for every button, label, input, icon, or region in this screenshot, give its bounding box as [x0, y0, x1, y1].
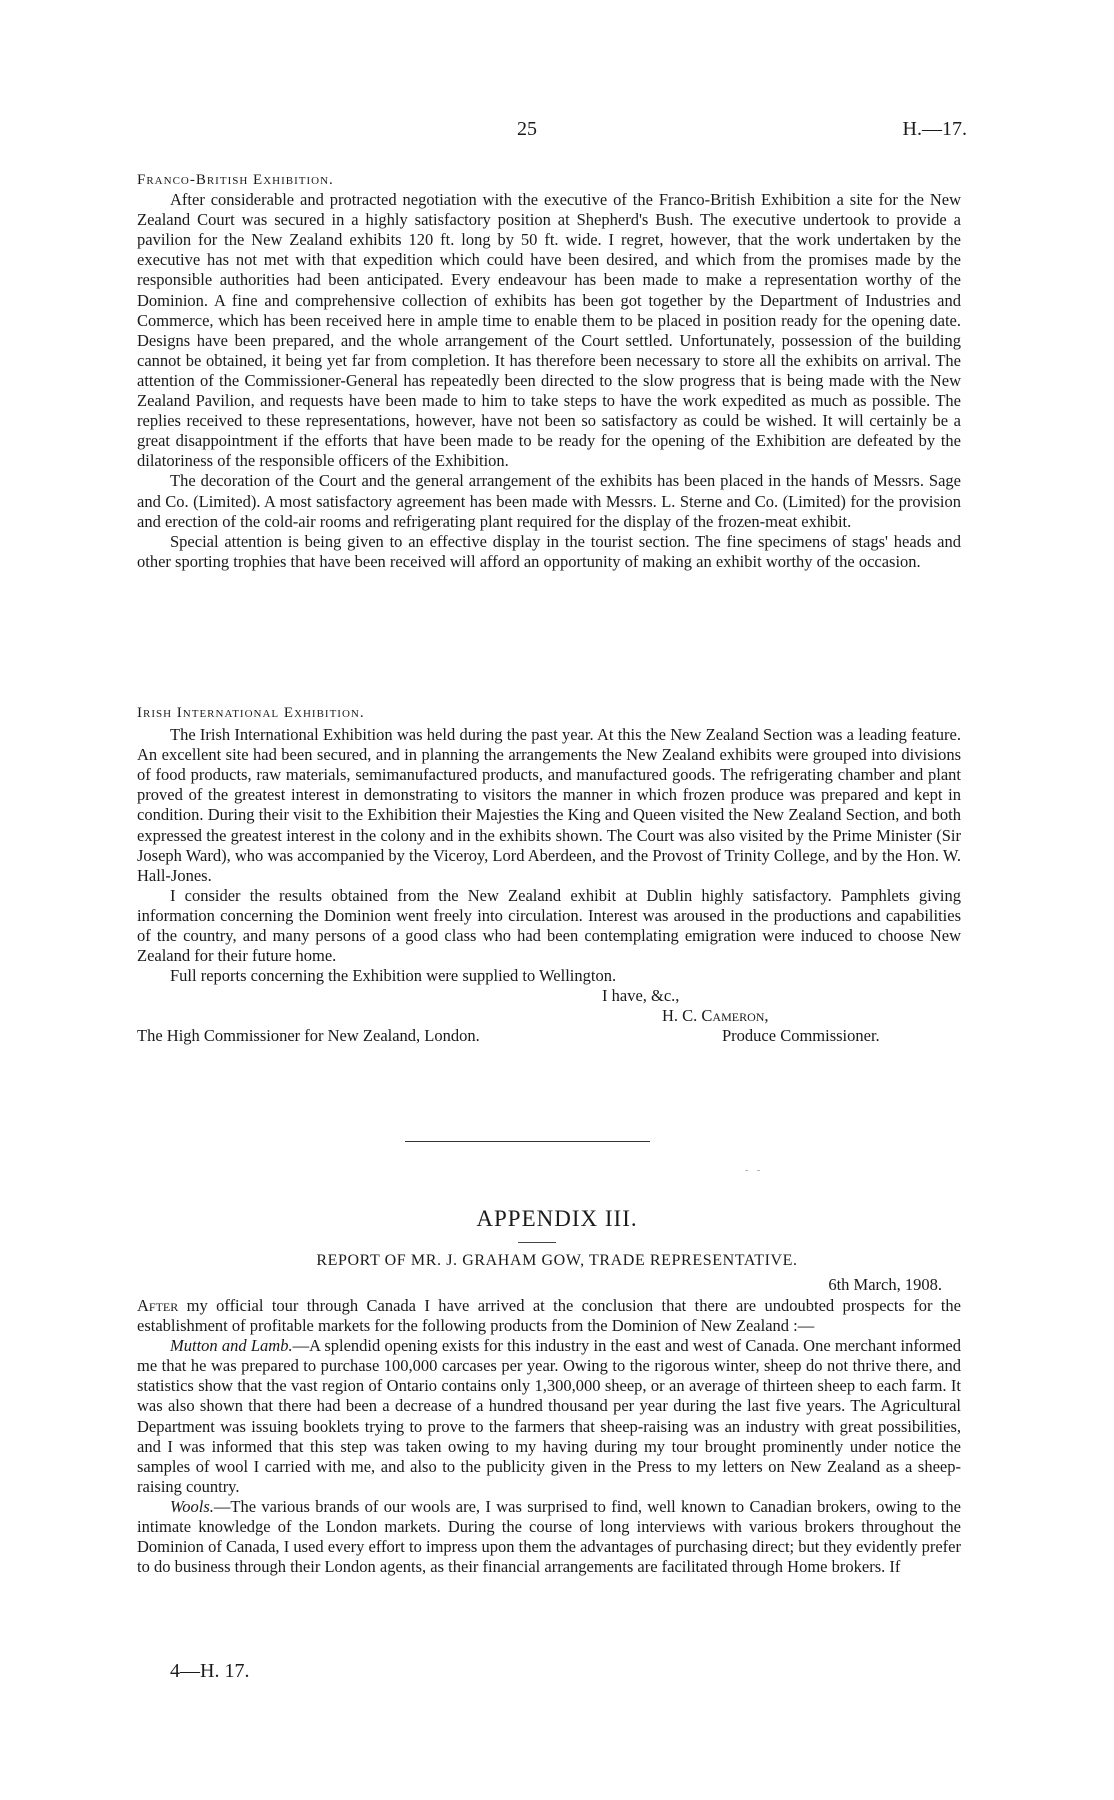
mutton-lamb-heading: Mutton and Lamb.	[170, 1336, 293, 1356]
addressee-line	[137, 1026, 961, 1046]
appendix-lead-word: After	[137, 1296, 179, 1315]
signature-line	[137, 1006, 961, 1026]
franco-british-section	[137, 170, 961, 572]
document-code: H.—17.	[902, 118, 967, 140]
closing-phrase: I have, &c.,	[602, 986, 680, 1006]
irish-section	[137, 703, 961, 1046]
appendix-paragraph-1-text: my official tour through Canada I have arrived at the conclusion that there are undoubted prospects for the establishment of profitable markets for the following products from the Dominion of New Zealand :—	[137, 1296, 962, 1336]
page-number: 25	[517, 118, 537, 140]
appendix-paragraph-1	[137, 1296, 961, 1336]
appendix-body	[137, 1296, 961, 1577]
irish-paragraph-2: I consider the results obtained from the New Zealand exhibit at Dublin highly satisfactory. Pamphlets giving information concerning the Dominion went freely into circulation. Interest was aroused in the productions and capabilities of the country, and many persons of a good class who had been contemplating emigration were induced to choose New Zealand for their future home.	[137, 885, 961, 966]
appendix-paragraph-2-text: —A splendid opening exists for this industry in the east and west of Canada. One merchant informed me that he was prepared to purchase 100,000 carcases per year. Owing to the rigorous winter, sheep do not thrive there, and statistics show that the vast region of Ontario contains only 1,300,000 sheep, or an average of thirteen sheep to each farm. It was also shown that there had been a decrease of a hundred thousand per year during the last five years. The Agricultural Department was issuing booklets trying to prove to the farmers that sheep-raising was an industry with great possibilities, and I was informed that this step was taken owing to my having during my tour brought prominently under notice the samples of wool I carried with me, and also to the publicity given in the Press to my letters on New Zealand as a sheep-raising country.	[137, 1336, 961, 1496]
addressee: The High Commissioner for New Zealand, London.	[137, 1026, 480, 1046]
section-divider	[405, 1141, 650, 1142]
signature-name: H. C. Cameron,	[662, 1006, 769, 1026]
franco-paragraph-2: The decoration of the Court and the general arrangement of the exhibits has been placed in the hands of Messrs. Sage and Co. (Limited). A most satisfactory agreement has been made with Messrs. L. Sterne and Co. (Limited) for the provision and erection of the cold-air rooms and refrigerating plant required for the display of the frozen-meat exhibit.	[137, 471, 961, 531]
irish-heading: Irish International Exhibition.	[137, 705, 365, 721]
appendix-paragraph-3-text: —The various brands of our wools are, I was surprised to find, well known to Canadian brokers, owing to the intimate knowledge of the London markets. During the course of long interviews with various brokers throughout the Dominion of Canada, I used every effort to impress upon them the advantages of purchasing direct; but they evidently prefer to do business through their London agents, as their financial arrangements are facilitated through Home brokers. If	[137, 1496, 961, 1577]
franco-paragraph-1: After considerable and protracted negotiation with the executive of the Franco-British Exhibition a site for the New Zealand Court was secured in a highly satisfactory position at Shepherd's Bush. The executive undertook to provide a pavilion for the New Zealand exhibits 120 ft. long by 50 ft. wide. I regret, however, that the work undertaken by the executive has not met with that expedition which could have been desired, and which from the promises made by the responsible authorities had been anticipated. Every endeavour has been made to make a representation worthy of the Dominion. A fine and comprehensive collection of exhibits has been got together by the Department of Industries and Commerce, which has been received here in ample time to enable them to be placed in position ready for the opening date. Designs have been prepared, and the whole arrangement of the Court settled. Unfortunately, possession of the building cannot be obtained, it being yet far from completion. It has therefore been necessary to store all the exhibits on arrival. The attention of the Commissioner-General has repeatedly been directed to the slow progress that is being made with the New Zealand Pavilion, and requests have been made to him to take steps to have the work expedited as much as possible. The replies received to these representations, however, have not been so satisfactory as could be wished. It will certainly be a great disappointment if the efforts that have been made to be ready for the opening of the Exhibition are defeated by the dilatoriness of the responsible officers of the Exhibition.	[137, 190, 961, 471]
report-date: 6th March, 1908.	[828, 1275, 942, 1294]
irish-paragraph-3: Full reports concerning the Exhibition were supplied to Wellington.	[170, 966, 617, 986]
appendix-rule	[518, 1242, 556, 1243]
closing-line	[137, 986, 961, 1006]
appendix-title: APPENDIX III.	[476, 1206, 638, 1231]
appendix-paragraph-2	[137, 1336, 961, 1497]
franco-british-heading: Franco-British Exhibition.	[137, 172, 334, 188]
franco-paragraph-3: Special attention is being given to an effective display in the tourist section. The fine specimens of stags' heads and other sporting trophies that have been received will afford an opportunity of making an exhibit worthy of the occasion.	[137, 531, 961, 571]
irish-paragraph-1: The Irish International Exhibition was held during the past year. At this the New Zealand Section was a leading feature. An excellent site had been secured, and in planning the arrangements the New Zealand exhibits were grouped into divisions of food products, raw materials, semimanufactured products, and manufactured goods. The refrigerating chamber and plant proved of the greatest interest in demonstrating to visitors the manner in which frozen produce was prepared and kept in condition. During their visit to the Exhibition their Majesties the King and Queen visited the New Zealand Section, and both expressed the greatest interest in the colony and in the exhibits shown. The Court was also visited by the Prime Minister (Sir Joseph Ward), who was accompanied by the Viceroy, Lord Aberdeen, and the Provost of Trinity College, and by the Hon. W. Hall-Jones.	[137, 725, 961, 885]
signatory-title: Produce Commissioner.	[722, 1026, 880, 1046]
printer-signature-mark: 4—H. 17.	[170, 1660, 250, 1682]
appendix-paragraph-3	[137, 1497, 961, 1577]
scan-mark: - -	[745, 1165, 764, 1176]
report-title: REPORT OF MR. J. GRAHAM GOW, TRADE REPRESENTATIVE.	[316, 1252, 798, 1269]
wools-heading: Wools.	[170, 1496, 214, 1516]
